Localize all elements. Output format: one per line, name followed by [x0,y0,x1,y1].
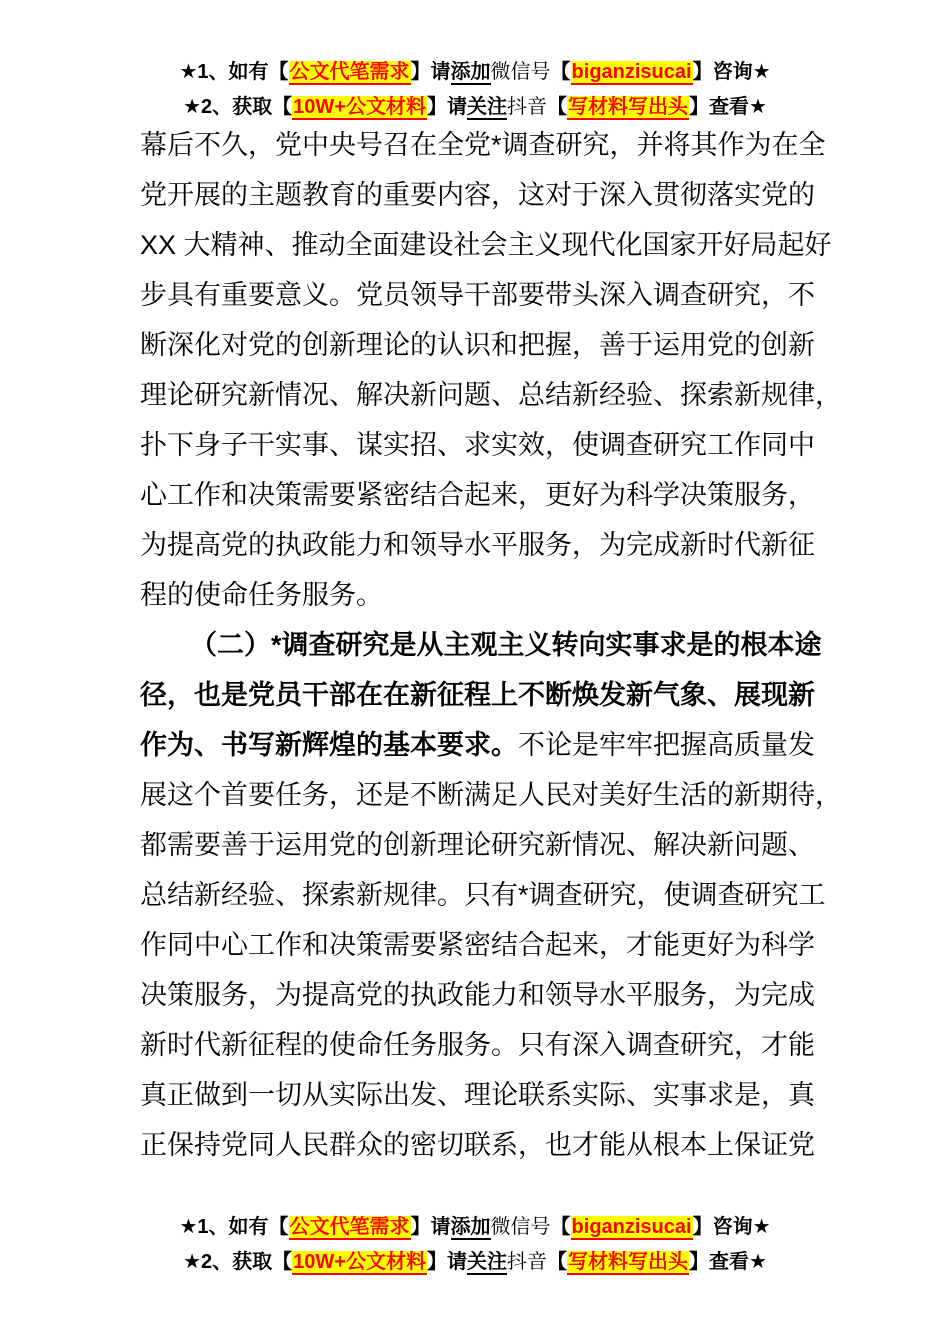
promo-text-segment: 微信号 [490,1216,551,1238]
document-text-line [140,720,818,770]
document-text: 程的使命任务服务。 [140,580,383,610]
document-text-line [140,220,832,270]
document-text-line [140,370,842,420]
promo-text-segment: 添加 [450,61,491,83]
document-text-line [140,270,818,320]
promo-text-segment: ★1、如有【 [179,61,289,83]
document-text: 为提高党的执政能力和领导水平服务，为完成新时代新征 [140,530,815,560]
promo-text-segment: 添加 [450,1216,491,1238]
document-bold-text: 径，也是党员干部在在新征程上不断焕发新气象、展现新 [140,680,815,710]
promo-text-segment: 关注 [466,96,507,118]
document-text-line [140,620,822,670]
promo-text-segment: 】查看★ [688,96,767,118]
promo-text-segment: 】请 [410,1216,451,1238]
highlighted-keyword: biganzisucai [571,1216,692,1238]
promo-line [0,1210,950,1245]
document-text-line [140,320,818,370]
document-text-line [140,470,818,520]
document-text: 理论研究新情况、解决新问题、总结新经验、探索新规律， [140,380,842,410]
promo-text-segment: 】请 [426,96,467,118]
document-text: 总结新经验、探索新规律。只有*调查研究，使调查研究工 [140,880,826,910]
promo-text-segment: 微信号 [490,61,551,83]
document-text: 扑下身子干实事、谋实招、求实效，使调查研究工作同中 [140,430,815,460]
promo-text-segment: 抖音 [506,96,547,118]
promo-text-segment: 】请 [410,61,451,83]
promo-text-segment: 抖音 [506,1251,547,1273]
document-text: 决策服务，为提高党的执政能力和领导水平服务，为完成 [140,980,815,1010]
document-text: 新时代新征程的使命任务服务。只有深入调查研究，才能 [140,1030,815,1060]
highlighted-keyword: 公文代笔需求 [289,61,410,83]
document-text: 作同中心工作和决策需要紧密结合起来，才能更好为科学 [140,930,815,960]
document-text: 展这个首要任务，还是不断满足人民对美好生活的新期待， [140,780,842,810]
document-text-line [140,570,818,620]
promo-text-segment: 【 [546,96,567,118]
promo-text-segment: ★2、获取【 [183,96,293,118]
promo-banner-bottom [0,1210,950,1280]
document-text-line [140,170,818,220]
document-text-line [140,1070,818,1120]
promo-text-segment: ★2、获取【 [183,1251,293,1273]
document-text-line [140,820,818,870]
document-text: 不论是牢牢把握高质量发 [518,730,815,760]
highlighted-keyword: 公文代笔需求 [289,1216,410,1238]
document-text: 真正做到一切从实际出发、理论联系实际、实事求是，真 [140,1080,815,1110]
document-bold-text: 作为、书写新辉煌的基本要求。 [140,730,518,760]
document-bold-text: （二）*调查研究是从主观主义转向实事求是的根本途 [190,630,822,660]
document-text: 党开展的主题教育的重要内容，这对于深入贯彻落实党的 [140,180,815,210]
highlighted-keyword: biganzisucai [571,61,692,83]
promo-text-segment: 【 [550,1216,571,1238]
highlighted-keyword: 10W+公文材料 [293,1251,426,1273]
document-text-line [140,1020,818,1070]
document-text: XX 大精神、推动全面建设社会主义现代化国家开好局起好 [140,230,832,260]
promo-text-segment: 】请 [426,1251,467,1273]
promo-text-segment: 【 [546,1251,567,1273]
promo-text-segment: 【 [550,61,571,83]
promo-text-segment: 】咨询★ [692,61,771,83]
document-text-line [140,670,818,720]
promo-line [0,55,950,90]
document-text-line [140,120,826,170]
document-text-line [140,420,818,470]
document-text-line [140,1120,818,1170]
promo-line [0,1245,950,1280]
document-text-line [140,770,842,820]
document-text: 幕后不久，党中央号召在全党*调查研究，并将其作为在全 [140,130,826,160]
promo-text-segment: ★1、如有【 [179,1216,289,1238]
highlighted-keyword: 写材料写出头 [567,96,688,118]
document-text: 断深化对党的创新理论的认识和把握，善于运用党的创新 [140,330,815,360]
document-text: 步具有重要意义。党员领导干部要带头深入调查研究，不 [140,280,815,310]
document-text: 都需要善于运用党的创新理论研究新情况、解决新问题、 [140,830,815,860]
promo-text-segment: 】查看★ [688,1251,767,1273]
document-text-line [140,970,818,1020]
highlighted-keyword: 10W+公文材料 [293,96,426,118]
document-text: 正保持党同人民群众的密切联系，也才能从根本上保证党 [140,1130,815,1160]
highlighted-keyword: 写材料写出头 [567,1251,688,1273]
document-text-line [140,920,818,970]
promo-text-segment: 关注 [466,1251,507,1273]
document-text-line [140,520,818,570]
promo-text-segment: 】咨询★ [692,1216,771,1238]
document-text: 心工作和决策需要紧密结合起来，更好为科学决策服务， [140,480,815,510]
document-body [140,120,842,1170]
promo-banner-top [0,55,950,125]
document-text-line [140,870,826,920]
